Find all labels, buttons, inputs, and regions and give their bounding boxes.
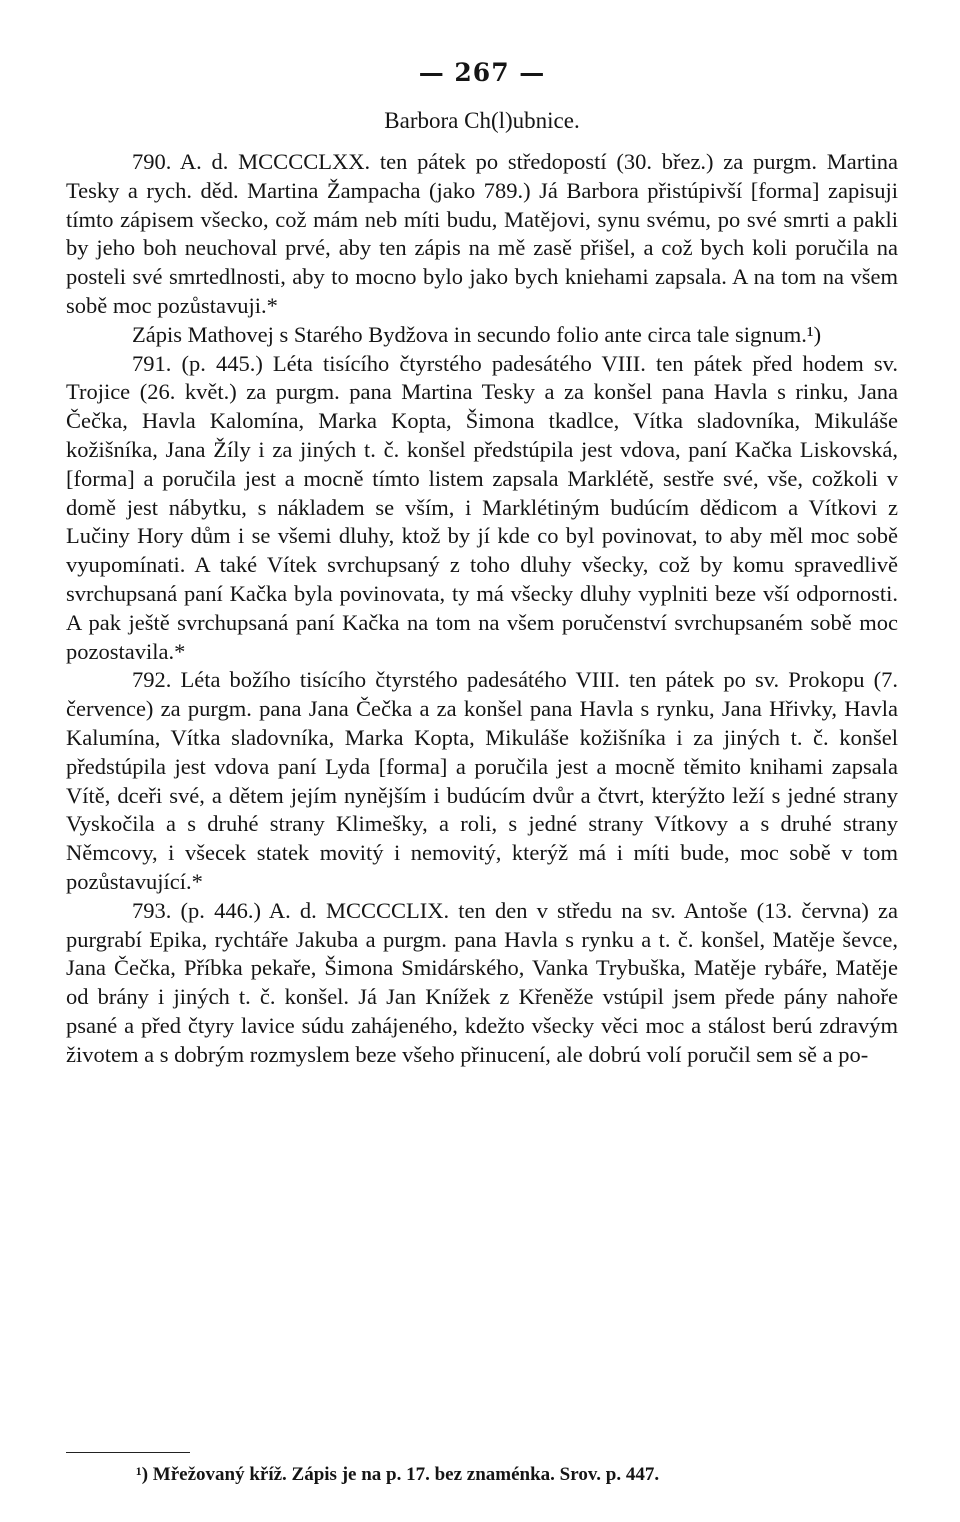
page-number: — 267 — <box>418 58 546 87</box>
footnote: ¹) Mřežovaný kříž. Zápis je na p. 17. bez znaménka. Srov. p. 447. <box>136 1464 660 1485</box>
section-title: Barbora Ch(l)ubnice. <box>384 108 580 133</box>
entry-791: 791. (p. 445.) Léta tisícího čtyrstého padesátého VIII. ten pátek před hodem sv. Trojice (26. květ.) za purgm. pana Martina Tesky a za konšel pana Havla s rinku, Jana Čečka, Havla Kalomína, Marka Kopta, Šimona tkadlce, Vítka sladovníka, Mikuláše kožišníka, Jana Žíly i za jiných t. č. konšel předstúpila jest vdova, paní Kačka Liskovská, [forma] a poručila jest a mocně tímto listem zapsala Marklétě, sestře své, vše, cožkoli v domě jest nábytku, s nákladem se vším, i Marklétiným budúcím dědicom a Vítkovi z Lučiny Hory dům i se všemi dluhy, ktož by jí kde co byl povinovat, to aby měl moc sobě vyupomínati. A také Vítek svrchupsaný z toho dluhy všecky, což by komu spravedlivě svrchupsaná paní Kačka byla povinovata, ty má všecky dluhy vyplniti beze vší odpornosti. A pak ještě svrchupsaná paní Kačka na tom na všem poručenství svrchupsaném sobě moc pozostavila.* <box>66 350 898 664</box>
entry-note-zapis-mathovej: Zápis Mathovej s Starého Bydžova in secundo folio ante circa tale signum.¹) <box>132 321 822 347</box>
entry-790: 790. A. d. MCCCCLXX. ten pátek po středopostí (30. břez.) za purgm. Martina Tesky a rych. děd. Martina Žampacha (jako 789.) Já Barbora přistúpivší [forma] zapisuji tímto zápisem všecko, což mám neb míti budu, Matějovi, synu svému, po své smrti a pakli by jeho boh neuchoval prvé, aby ten zápis na mě zasě přišel, a což bych koli poručila na posteli své smrtedlnosti, aby to mocno bylo jako bych kniehami zapsala. A na tom na všem sobě moc pozůstavuji.* <box>66 149 898 318</box>
entry-792: 792. Léta božího tisícího čtyrstého padesátého VIII. ten pátek po sv. Prokopu (7. července) za purgm. pana Jana Čečka a za konšel pana Havla s rynku, Jana Hřivky, Havla Kalumína, Vítka sladovníka, Marka Kopta, Mikuláše kožišníka i za jiných t. č. konšel předstúpila jest vdova paní Lyda [forma] a poručila jest a mocně těmito knihami zapsala Vítě, dceři své, a dětem jejím nynějším i budúcím dvůr a čtvrt, kterýžto leží s jedné strany Vyskočila a s druhé strany Klimešky, a roli, s jedné strany Vítkovy a s druhé strany Němcovy, i všecek statek movitý i nemovitý, kterýž má i míti bude, moc sobě v tom pozůstavující.* <box>66 667 898 894</box>
footnote-divider <box>66 1452 190 1453</box>
document-page <box>66 56 898 1070</box>
entry-793: 793. (p. 446.) A. d. MCCCCLIX. ten den v středu na sv. Antoše (13. června) za purgrabí Epika, rychtáře Jakuba a purgm. pana Havla s rynku a t. č. konšel, Matěje ševce, Jana Čečka, Příbka pekaře, Šimona Smidárského, Vanka Trybuška, Matěje rybáře, Matěje od brány i jiných t. č. konšel. Já Jan Knížek z Křeněže vstúpil jsem přede pány nahoře psané a před čtyry lavice súdu zahájeného, kdežto všecky věci moc a stálost berú zdravým životem a s dobrým rozmyslem beze všeho přinucení, ale dobrú volí poručil sem sě a po- <box>66 897 898 1067</box>
